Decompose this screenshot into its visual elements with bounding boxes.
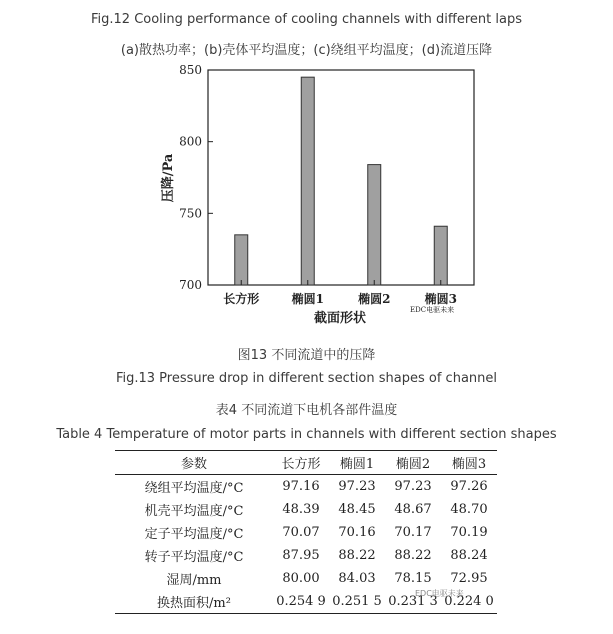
header-cell: 长方形 <box>281 457 321 472</box>
row-label: 绕组平均温度/°C <box>144 481 244 496</box>
table-cell: 88.22 <box>338 548 376 563</box>
table-row <box>115 567 497 590</box>
watermark: EDC电驱未来 <box>410 306 455 314</box>
x-tick-label: 椭圆2 <box>358 292 391 306</box>
bar-3 <box>368 165 381 285</box>
table-row <box>115 521 497 544</box>
table-cell: 97.23 <box>338 479 376 494</box>
y-tick-label: 700 <box>179 278 202 292</box>
table-row <box>115 498 497 521</box>
table-cell: 48.70 <box>450 502 488 517</box>
figure-13-caption-cn: 图13 不同流道中的压降 <box>237 348 376 363</box>
row-label: 换热面积/m² <box>157 596 231 611</box>
header-cell: 椭圆1 <box>339 457 375 472</box>
table-4-caption-en: Table 4 Temperature of motor parts in channels with different section shapes <box>56 427 557 442</box>
header-cell: 椭圆2 <box>395 457 431 472</box>
table-row <box>115 475 497 499</box>
table-cell: 88.24 <box>450 548 488 563</box>
table-cell: 70.19 <box>450 525 488 540</box>
x-axis-title: 截面形状 <box>313 311 367 326</box>
pressure-drop-bar-chart <box>0 58 613 338</box>
table-cell: 88.22 <box>394 548 432 563</box>
table-cell: 78.15 <box>394 571 432 586</box>
header-cell: 参数 <box>180 457 207 472</box>
row-label: 定子平均温度/°C <box>144 527 244 542</box>
table-cell: 97.23 <box>394 479 432 494</box>
figure-12-subcaption: (a)散热功率；(b)壳体平均温度；(c)绕组平均温度；(d)流道压降 <box>120 43 493 58</box>
figure-12-caption: Fig.12 Cooling performance of cooling channels with different laps <box>91 12 522 27</box>
row-label: 机壳平均温度/°C <box>144 504 244 519</box>
y-axis-title: 压降/Pa <box>161 153 176 203</box>
table-cell: 72.95 <box>450 571 488 586</box>
table-cell: 80.00 <box>282 571 320 586</box>
row-label: 湿周/mm <box>166 573 222 588</box>
table-cell: 0.231 3 <box>388 594 438 609</box>
figure-13-caption-en: Fig.13 Pressure drop in different section shapes of channel <box>115 371 497 386</box>
table-cell: 70.17 <box>394 525 432 540</box>
table-cell: 0.224 0 <box>444 594 494 609</box>
y-tick-label: 750 <box>179 206 202 221</box>
table-cell: 97.16 <box>282 479 320 494</box>
x-tick-label: 椭圆1 <box>291 292 324 306</box>
table-cell: 0.254 9 <box>276 594 326 609</box>
table-cell: 48.67 <box>394 502 432 517</box>
row-label: 转子平均温度/°C <box>144 550 244 565</box>
table-row <box>115 544 497 567</box>
y-tick-label: 850 <box>179 63 202 77</box>
table-cell: 70.07 <box>282 525 320 540</box>
bar-4 <box>434 226 447 285</box>
x-tick-label: 长方形 <box>223 292 260 306</box>
table-cell: 70.16 <box>338 525 376 540</box>
table-4-caption-cn: 表4 不同流道下电机各部件温度 <box>215 403 398 418</box>
table-cell: 0.251 5 <box>332 594 382 609</box>
bar-2 <box>301 77 314 285</box>
watermark-table: EDC电驱未来 <box>415 589 464 598</box>
table-cell: 97.26 <box>450 479 488 494</box>
table-cell: 48.39 <box>282 502 320 517</box>
bar-1 <box>235 235 248 285</box>
table-cell: 87.95 <box>282 548 320 563</box>
header-cell: 椭圆3 <box>451 457 487 472</box>
y-tick-label: 800 <box>179 134 202 149</box>
x-tick-label: 椭圆3 <box>424 292 457 306</box>
table-cell: 48.45 <box>338 502 376 517</box>
table-cell: 84.03 <box>338 571 376 586</box>
table-header-row <box>115 451 497 475</box>
